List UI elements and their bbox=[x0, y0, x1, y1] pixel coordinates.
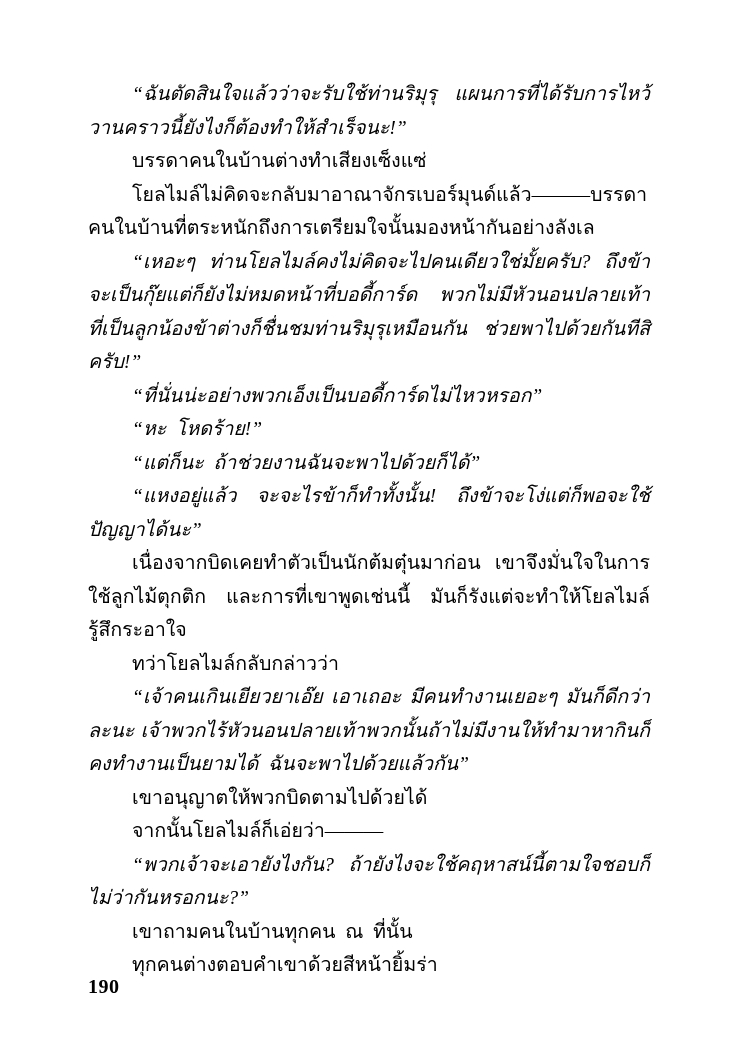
page-body-text bbox=[88, 78, 650, 983]
paragraph: ทุกคนต่างตอบคำเขาด้วยสีหน้ายิ้มร่า bbox=[132, 955, 438, 976]
paragraph: “พวกเจ้าจะเอายังไงกัน? ถ้ายังไงจะใช้คฤหาสน์นี้ตามใจชอบก็ไม่ว่ากันหรอกนะ?” bbox=[88, 854, 650, 909]
paragraph: “ฉันตัดสินใจแล้วว่าจะรับใช้ท่านริมุรุ แผนการที่ได้รับการไหว้วานคราวนี้ยังไงก็ต้องทำให้สำเร็จนะ!” bbox=[88, 84, 650, 139]
paragraph: “เหอะๆ ท่านโยลไมล์คงไม่คิดจะไปคนเดียวใช่มั้ยครับ? ถึงข้าจะเป็นกุ๊ยแต่ก็ยังไม่หมดหน้าที่บอดี้การ์ด พวกไม่มีหัวนอนปลายเท้าที่เป็นลูกน้องข้าต่างก็ชื่นชมท่านริมุรุเหมือนกัน ช่วยพาไปด้วยกันทีสิครับ!” bbox=[88, 251, 650, 373]
paragraph: เนื่องจากบิดเคยทำตัวเป็นนักต้มตุ๋นมาก่อน เขาจึงมั่นใจในการใช้ลูกไม้ตุกติก และการที่เขาพูดเช่นนี้ มันก็รังแต่จะทำให้โยลไมล์รู้สึกระอาใจ bbox=[88, 553, 650, 641]
paragraph: จากนั้นโยลไมล์ก็เอ่ยว่า——— bbox=[132, 821, 384, 842]
paragraph: “แหงอยู่แล้ว จะจะไรข้าก็ทำทั้งนั้น! ถึงข้าจะโง่แต่ก็พอจะใช้ปัญญาได้นะ” bbox=[88, 486, 650, 541]
paragraph: เขาอนุญาตให้พวกบิดตามไปด้วยได้ bbox=[132, 787, 428, 809]
paragraph: “แต่ก็นะ ถ้าช่วยงานฉันจะพาไปด้วยก็ได้” bbox=[132, 452, 481, 474]
paragraph: เขาถามคนในบ้านทุกคน ณ ที่นั้น bbox=[132, 921, 413, 943]
paragraph: โยลไมล์ไม่คิดจะกลับมาอาณาจักรเบอร์มุนด์แล้ว———บรรดาคนในบ้านที่ตระหนักถึงการเตรียมใจนั้นมองหน้ากันอย่างลังเล bbox=[88, 184, 648, 239]
paragraph: “หะ โหดร้าย!” bbox=[132, 419, 263, 440]
paragraph: “เจ้าคนเกินเยียวยาเอ๊ย เอาเถอะ มีคนทำงานเยอะๆ มันก็ดีกว่าละนะ เจ้าพวกไร้หัวนอนปลายเท้าพวกนั้นถ้าไม่มีงานให้ทำมาหากินก็คงทำงานเป็นยามได้ ฉันจะพาไปด้วยแล้วกัน” bbox=[88, 687, 650, 775]
paragraph: บรรดาคนในบ้านต่างทำเสียงเซ็งแซ่ bbox=[132, 151, 427, 172]
paragraph: ทว่าโยลไมล์กลับกล่าวว่า bbox=[132, 653, 339, 675]
page-number: 190 bbox=[88, 976, 120, 998]
paragraph: “ที่นั่นน่ะอย่างพวกเอ็งเป็นบอดี้การ์ดไม่ไหวหรอก” bbox=[132, 385, 543, 407]
